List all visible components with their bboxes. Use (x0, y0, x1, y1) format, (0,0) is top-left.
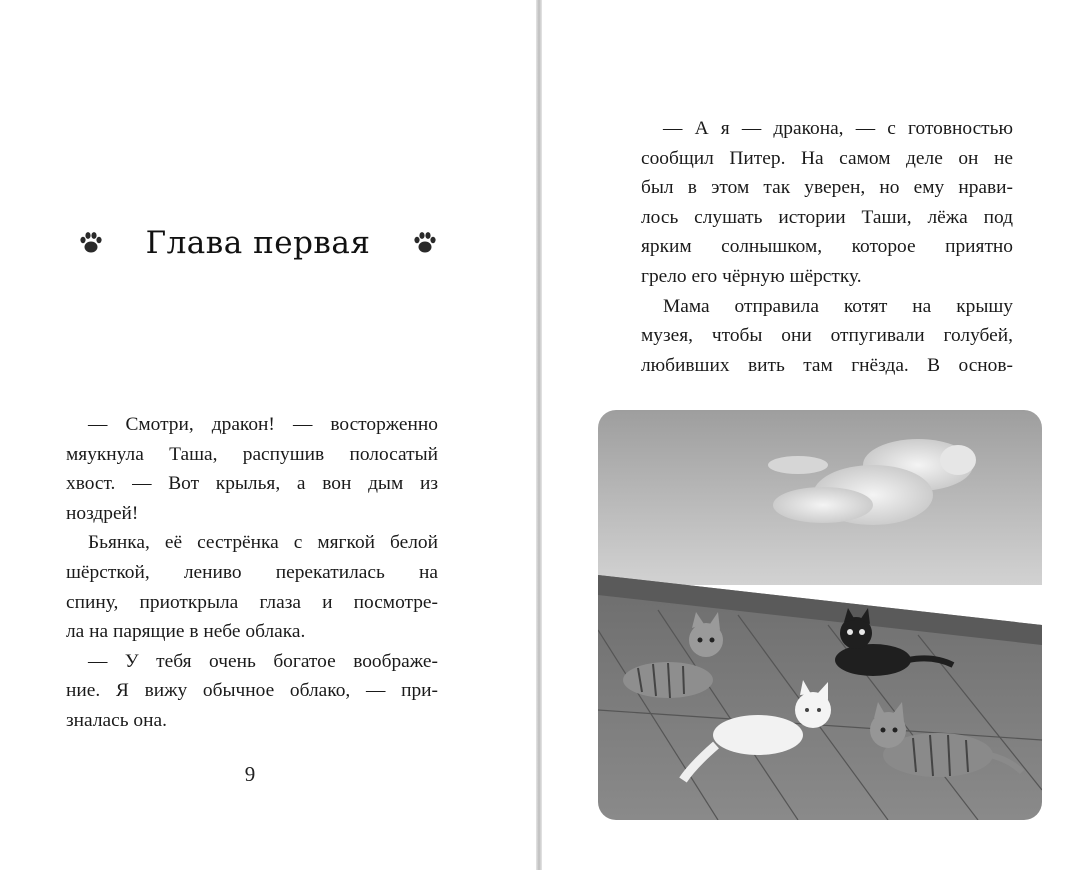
paragraph (66, 647, 438, 736)
text-line: шёрсткой, лениво перекатилась на (66, 561, 438, 583)
text-line: ние. Я вижу обычное облако, — при- (66, 680, 438, 702)
left-page-text (66, 410, 438, 736)
text-line: — У тебя очень богатое воображе- (88, 650, 438, 672)
text-line: лось слушать истории Таши, лёжа под (641, 206, 1013, 228)
text-line: Мама отправила котят на крышу (663, 295, 1013, 317)
chapter-heading (78, 218, 438, 268)
text-line: любивших вить там гнёзда. В основ- (641, 354, 1013, 376)
page-number: 9 (244, 762, 256, 786)
text-line: ярким солнышком, которое приятно (641, 236, 1013, 258)
text-line: зналась она. (66, 709, 167, 731)
paragraph (66, 410, 438, 528)
paw-print-icon (412, 230, 438, 256)
paragraph (66, 528, 438, 646)
text-line: — Смотри, дракон! — восторженно (88, 414, 438, 435)
paragraph (641, 114, 1013, 292)
text-line: музея, чтобы они отпугивали голубей, (641, 325, 1013, 347)
text-line: — А я — дракона, — с готовностью (663, 118, 1013, 139)
paw-print-icon (78, 230, 104, 256)
text-line: хвост. — Вот крылья, а вон дым из (66, 473, 438, 495)
text-line: ла на парящие в небе облака. (66, 621, 306, 643)
text-line: сообщил Питер. На самом деле он не (641, 147, 1013, 169)
text-line: был в этом так уверен, но ему нрави- (641, 177, 1013, 199)
text-line: мяукнула Таша, распушив полосатый (66, 443, 438, 465)
chapter-title: Глава первая (145, 225, 371, 261)
text-line: ноздрей! (66, 502, 139, 524)
kittens-rooftop-illustration (598, 410, 1042, 820)
paragraph (641, 292, 1013, 381)
illustration-drawing (598, 410, 1042, 820)
text-line: грело его чёрную шёрстку. (641, 265, 862, 287)
right-page-text (641, 114, 1013, 380)
text-line: спину, приоткрыла глаза и посмотре- (66, 591, 438, 613)
text-line: Бьянка, её сестрёнка с мягкой белой (88, 532, 438, 554)
